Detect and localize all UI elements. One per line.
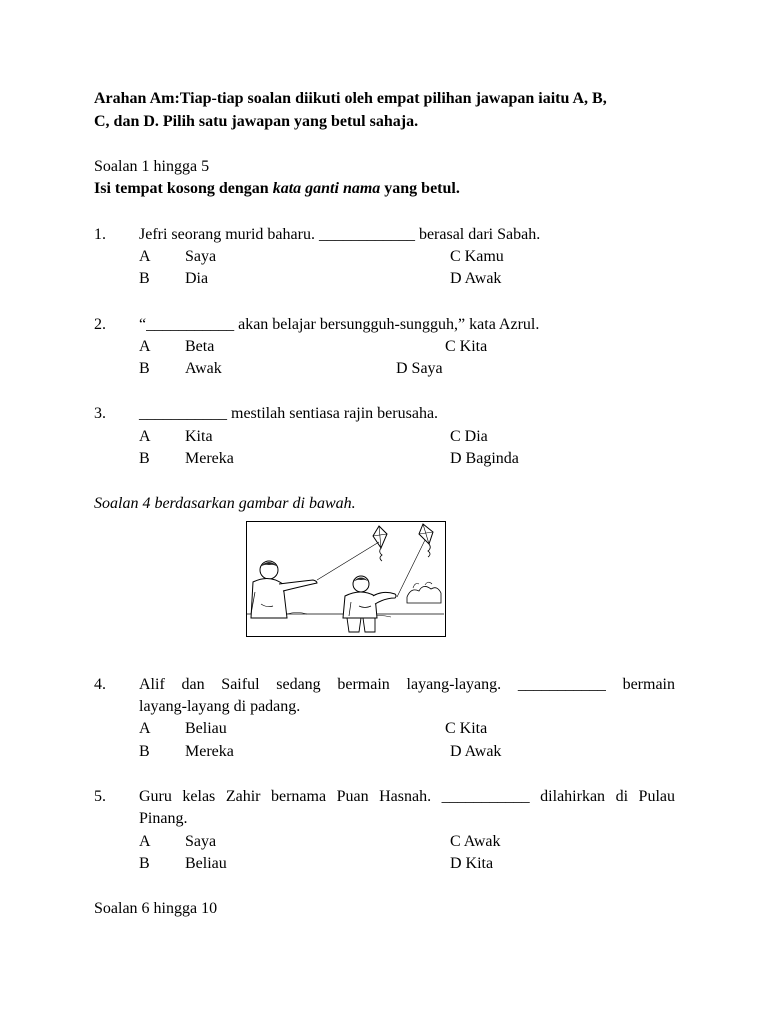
question-4-option-c: C Kita	[445, 720, 488, 737]
question-1-number: 1.	[94, 226, 106, 243]
question-3-option-b-letter: B	[139, 450, 150, 467]
question-4-number: 4.	[94, 676, 106, 693]
question-5-option-a-letter: A	[139, 833, 151, 850]
question-5-option-d: D Kita	[450, 855, 494, 872]
question-2-number: 2.	[94, 316, 106, 333]
instruction-line-2: C, dan D. Pilih satu jawapan yang betul sahaja.	[94, 113, 419, 130]
kite-flying-illustration	[246, 521, 446, 637]
question-3-option-c: C Dia	[450, 428, 488, 445]
question-2-text: “___________ akan belajar bersungguh-sungguh,” kata Azrul.	[139, 316, 540, 333]
question-3-number: 3.	[94, 405, 106, 422]
question-5-number: 5.	[94, 788, 106, 805]
question-4-text-line-1: Alif dan Saiful sedang bermain layang-layang. ___________ bermain	[139, 676, 675, 693]
question-1-text: Jefri seorang murid baharu. ____________ berasal dari Sabah.	[139, 226, 541, 243]
question-4-text-line-2: layang-layang di padang.	[139, 698, 301, 715]
section-2-heading: Soalan 6 hingga 10	[94, 900, 218, 917]
question-4-option-a-letter: A	[139, 720, 151, 737]
question-5-option-c: C Awak	[450, 833, 501, 850]
instruction-line-1: Arahan Am:Tiap-tiap soalan diikuti oleh empat pilihan jawapan iaitu A, B,	[94, 90, 607, 107]
question-1-option-a-letter: A	[139, 248, 151, 265]
section-1-heading: Soalan 1 hingga 5	[94, 158, 210, 175]
question-2-option-d: D Saya	[396, 360, 443, 377]
question-4-option-d: D Awak	[450, 743, 502, 760]
question-5-text-line-2: Pinang.	[139, 810, 188, 827]
question-1-option-b: Dia	[185, 270, 209, 287]
question-2-option-c: C Kita	[445, 338, 488, 355]
question-2-option-a: Beta	[185, 338, 215, 355]
question-1-option-c: C Kamu	[450, 248, 504, 265]
question-5-option-b: Beliau	[185, 855, 227, 872]
question-1-option-b-letter: B	[139, 270, 150, 287]
question-2-option-b-letter: B	[139, 360, 150, 377]
question-5-option-a: Saya	[185, 833, 217, 850]
question-2-option-b: Awak	[185, 360, 222, 377]
question-3-option-b: Mereka	[185, 450, 234, 467]
question-4-option-b-letter: B	[139, 743, 150, 760]
question-4-option-b: Mereka	[185, 743, 234, 760]
section-1-instruction: Isi tempat kosong dengan kata ganti nama yang betul.	[94, 180, 460, 197]
question-4-option-a: Beliau	[185, 720, 227, 737]
question-1-option-a: Saya	[185, 248, 217, 265]
question-2-option-a-letter: A	[139, 338, 151, 355]
question-3-option-a: Kita	[185, 428, 213, 445]
picture-note: Soalan 4 berdasarkan gambar di bawah.	[94, 495, 356, 512]
question-3-option-d: D Baginda	[450, 450, 519, 467]
question-5-option-b-letter: B	[139, 855, 150, 872]
question-3-text: ___________ mestilah sentiasa rajin berusaha.	[139, 405, 439, 422]
question-1-option-d: D Awak	[450, 270, 502, 287]
question-3-option-a-letter: A	[139, 428, 151, 445]
question-5-text-line-1: Guru kelas Zahir bernama Puan Hasnah. ___________ dilahirkan di Pulau	[139, 788, 675, 805]
